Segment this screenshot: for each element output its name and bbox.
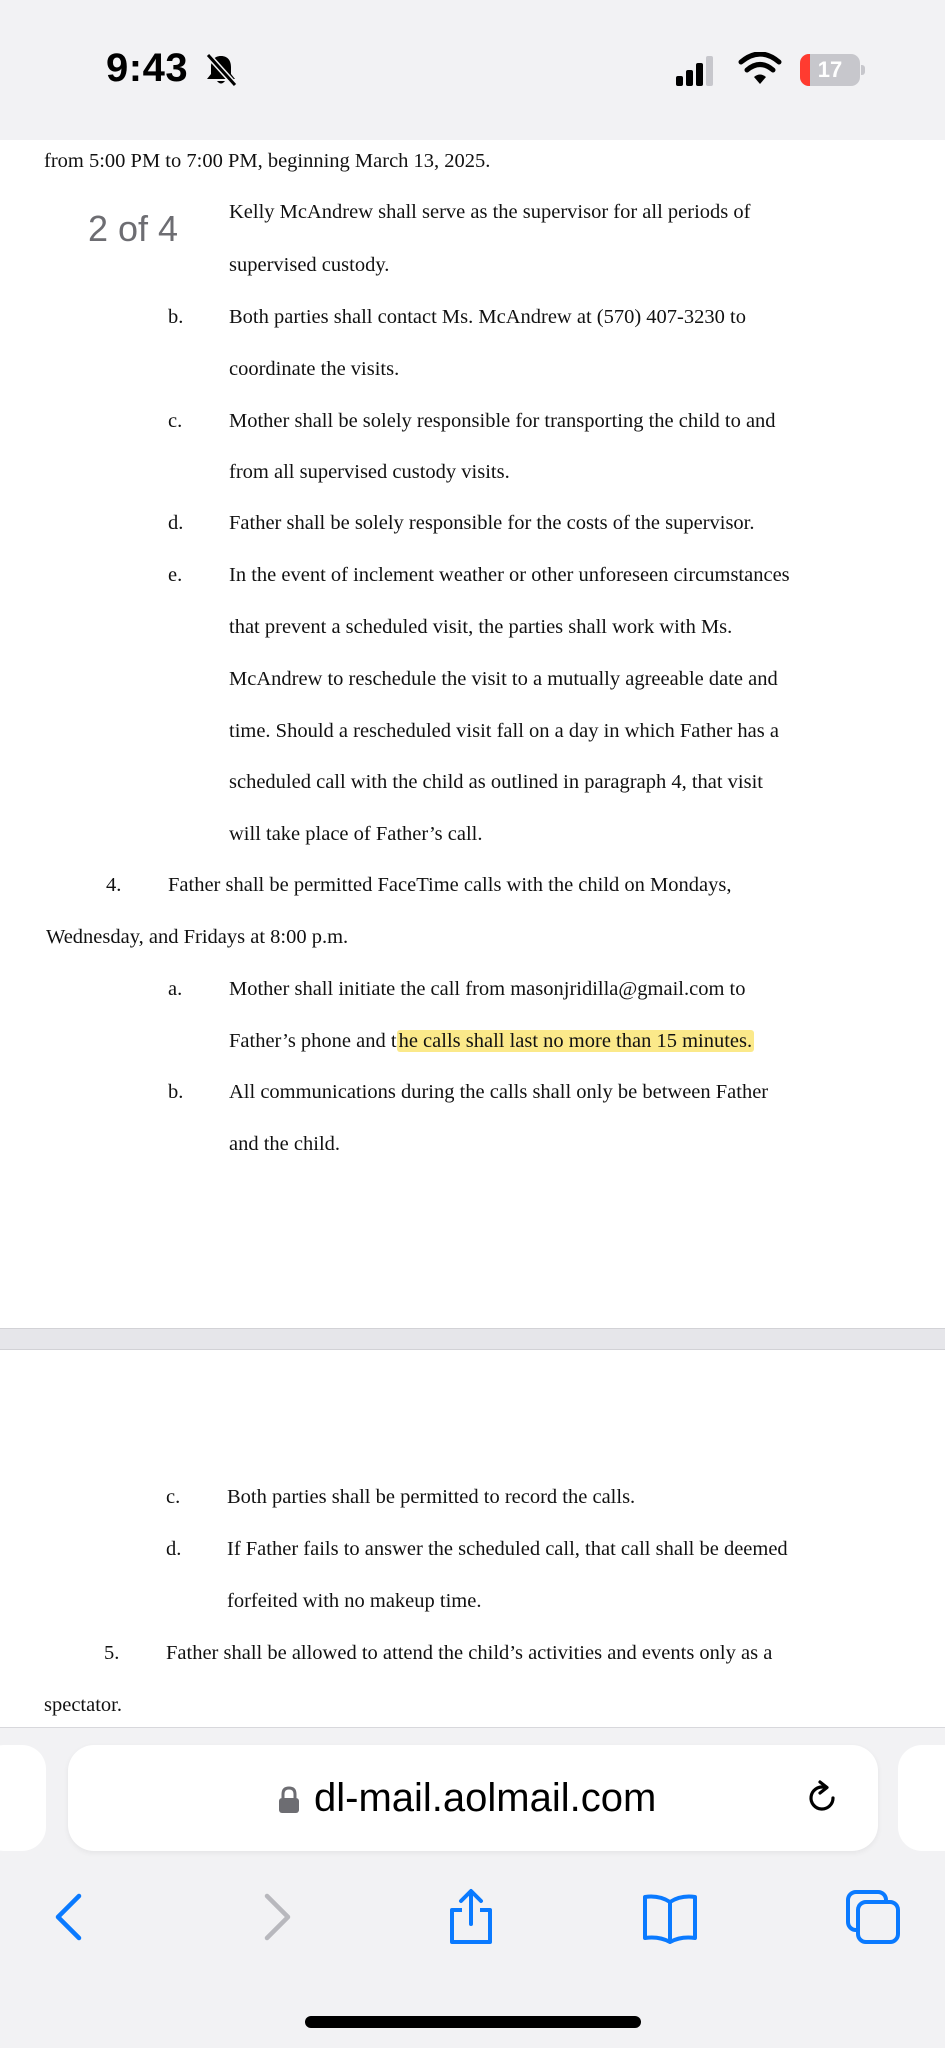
- doc-text: Father’s phone and t: [229, 1030, 397, 1052]
- page-separator: [0, 1328, 945, 1350]
- lock-icon: [278, 1786, 300, 1814]
- status-bar: [0, 0, 945, 140]
- list-marker: c.: [168, 410, 183, 432]
- forward-icon[interactable]: [246, 1888, 304, 1946]
- doc-line: coordinate the visits.: [229, 358, 400, 380]
- doc-line: All communications during the calls shall only be between Father: [229, 1081, 769, 1103]
- share-icon[interactable]: [442, 1888, 500, 1946]
- list-marker: 5.: [104, 1642, 120, 1664]
- home-indicator[interactable]: [305, 2016, 641, 2028]
- doc-line: Father shall be solely responsible for the costs of the supervisor.: [229, 512, 755, 534]
- doc-line: time. Should a rescheduled visit fall on a day in which Father has a: [229, 720, 779, 742]
- doc-line: McAndrew to reschedule the visit to a mutually agreeable date and: [229, 668, 778, 690]
- doc-line: from 5:00 PM to 7:00 PM, beginning March 13, 2025.: [44, 150, 491, 172]
- cellular-signal-icon: [676, 56, 714, 86]
- doc-line: that prevent a scheduled visit, the parties shall work with Ms.: [229, 616, 733, 638]
- page-indicator: 2 of 4: [88, 208, 179, 249]
- doc-line: Mother shall initiate the call from masonjridilla@gmail.com to: [229, 978, 746, 1000]
- document-page-3[interactable]: [0, 1350, 945, 1730]
- previous-tab-preview[interactable]: [0, 1745, 46, 1851]
- doc-line: spectator.: [44, 1694, 122, 1716]
- doc-line: supervised custody.: [229, 254, 390, 276]
- wifi-icon: [738, 52, 782, 86]
- doc-line: will take place of Father’s call.: [229, 823, 483, 845]
- list-marker: d.: [166, 1538, 182, 1560]
- url-text[interactable]: dl-mail.aolmail.com: [314, 1776, 657, 1820]
- doc-line: Kelly McAndrew shall serve as the supervisor for all periods of: [229, 201, 751, 223]
- bell-slash-icon: [204, 52, 238, 88]
- list-marker: c.: [166, 1486, 181, 1508]
- highlighted-text: he calls shall last no more than 15 minutes.: [398, 1030, 753, 1052]
- doc-line: from all supervised custody visits.: [229, 461, 510, 483]
- list-marker: b.: [168, 1081, 184, 1103]
- document-page-2[interactable]: [0, 140, 945, 1328]
- list-marker: d.: [168, 512, 184, 534]
- doc-line: Father shall be permitted FaceTime calls with the child on Mondays,: [168, 874, 732, 896]
- back-icon[interactable]: [42, 1888, 100, 1946]
- reload-icon[interactable]: [802, 1778, 842, 1818]
- doc-line: scheduled call with the child as outlined in paragraph 4, that visit: [229, 771, 764, 793]
- doc-line: In the event of inclement weather or other unforeseen circumstances: [229, 564, 790, 586]
- doc-line: Father shall be allowed to attend the child’s activities and events only as a: [166, 1642, 773, 1664]
- bookmarks-icon[interactable]: [641, 1888, 699, 1946]
- tabs-icon[interactable]: [844, 1888, 902, 1946]
- doc-line: Mother shall be solely responsible for transporting the child to and: [229, 410, 776, 432]
- doc-line: Both parties shall be permitted to record the calls.: [227, 1486, 636, 1508]
- list-marker: b.: [168, 306, 184, 328]
- doc-line: and the child.: [229, 1133, 341, 1155]
- battery-icon: [800, 54, 864, 86]
- next-tab-preview[interactable]: [898, 1745, 945, 1851]
- doc-line: Both parties shall contact Ms. McAndrew at (570) 407-3230 to: [229, 306, 746, 328]
- doc-line: [229, 1030, 754, 1053]
- doc-line: Wednesday, and Fridays at 8:00 p.m.: [46, 926, 349, 948]
- battery-level: 17: [817, 57, 843, 82]
- list-marker: a.: [168, 978, 183, 1000]
- doc-line: If Father fails to answer the scheduled call, that call shall be deemed: [227, 1538, 788, 1560]
- list-marker: e.: [168, 564, 183, 586]
- list-marker: 4.: [106, 874, 122, 896]
- doc-line: forfeited with no makeup time.: [227, 1590, 482, 1612]
- status-time: 9:43: [106, 46, 189, 90]
